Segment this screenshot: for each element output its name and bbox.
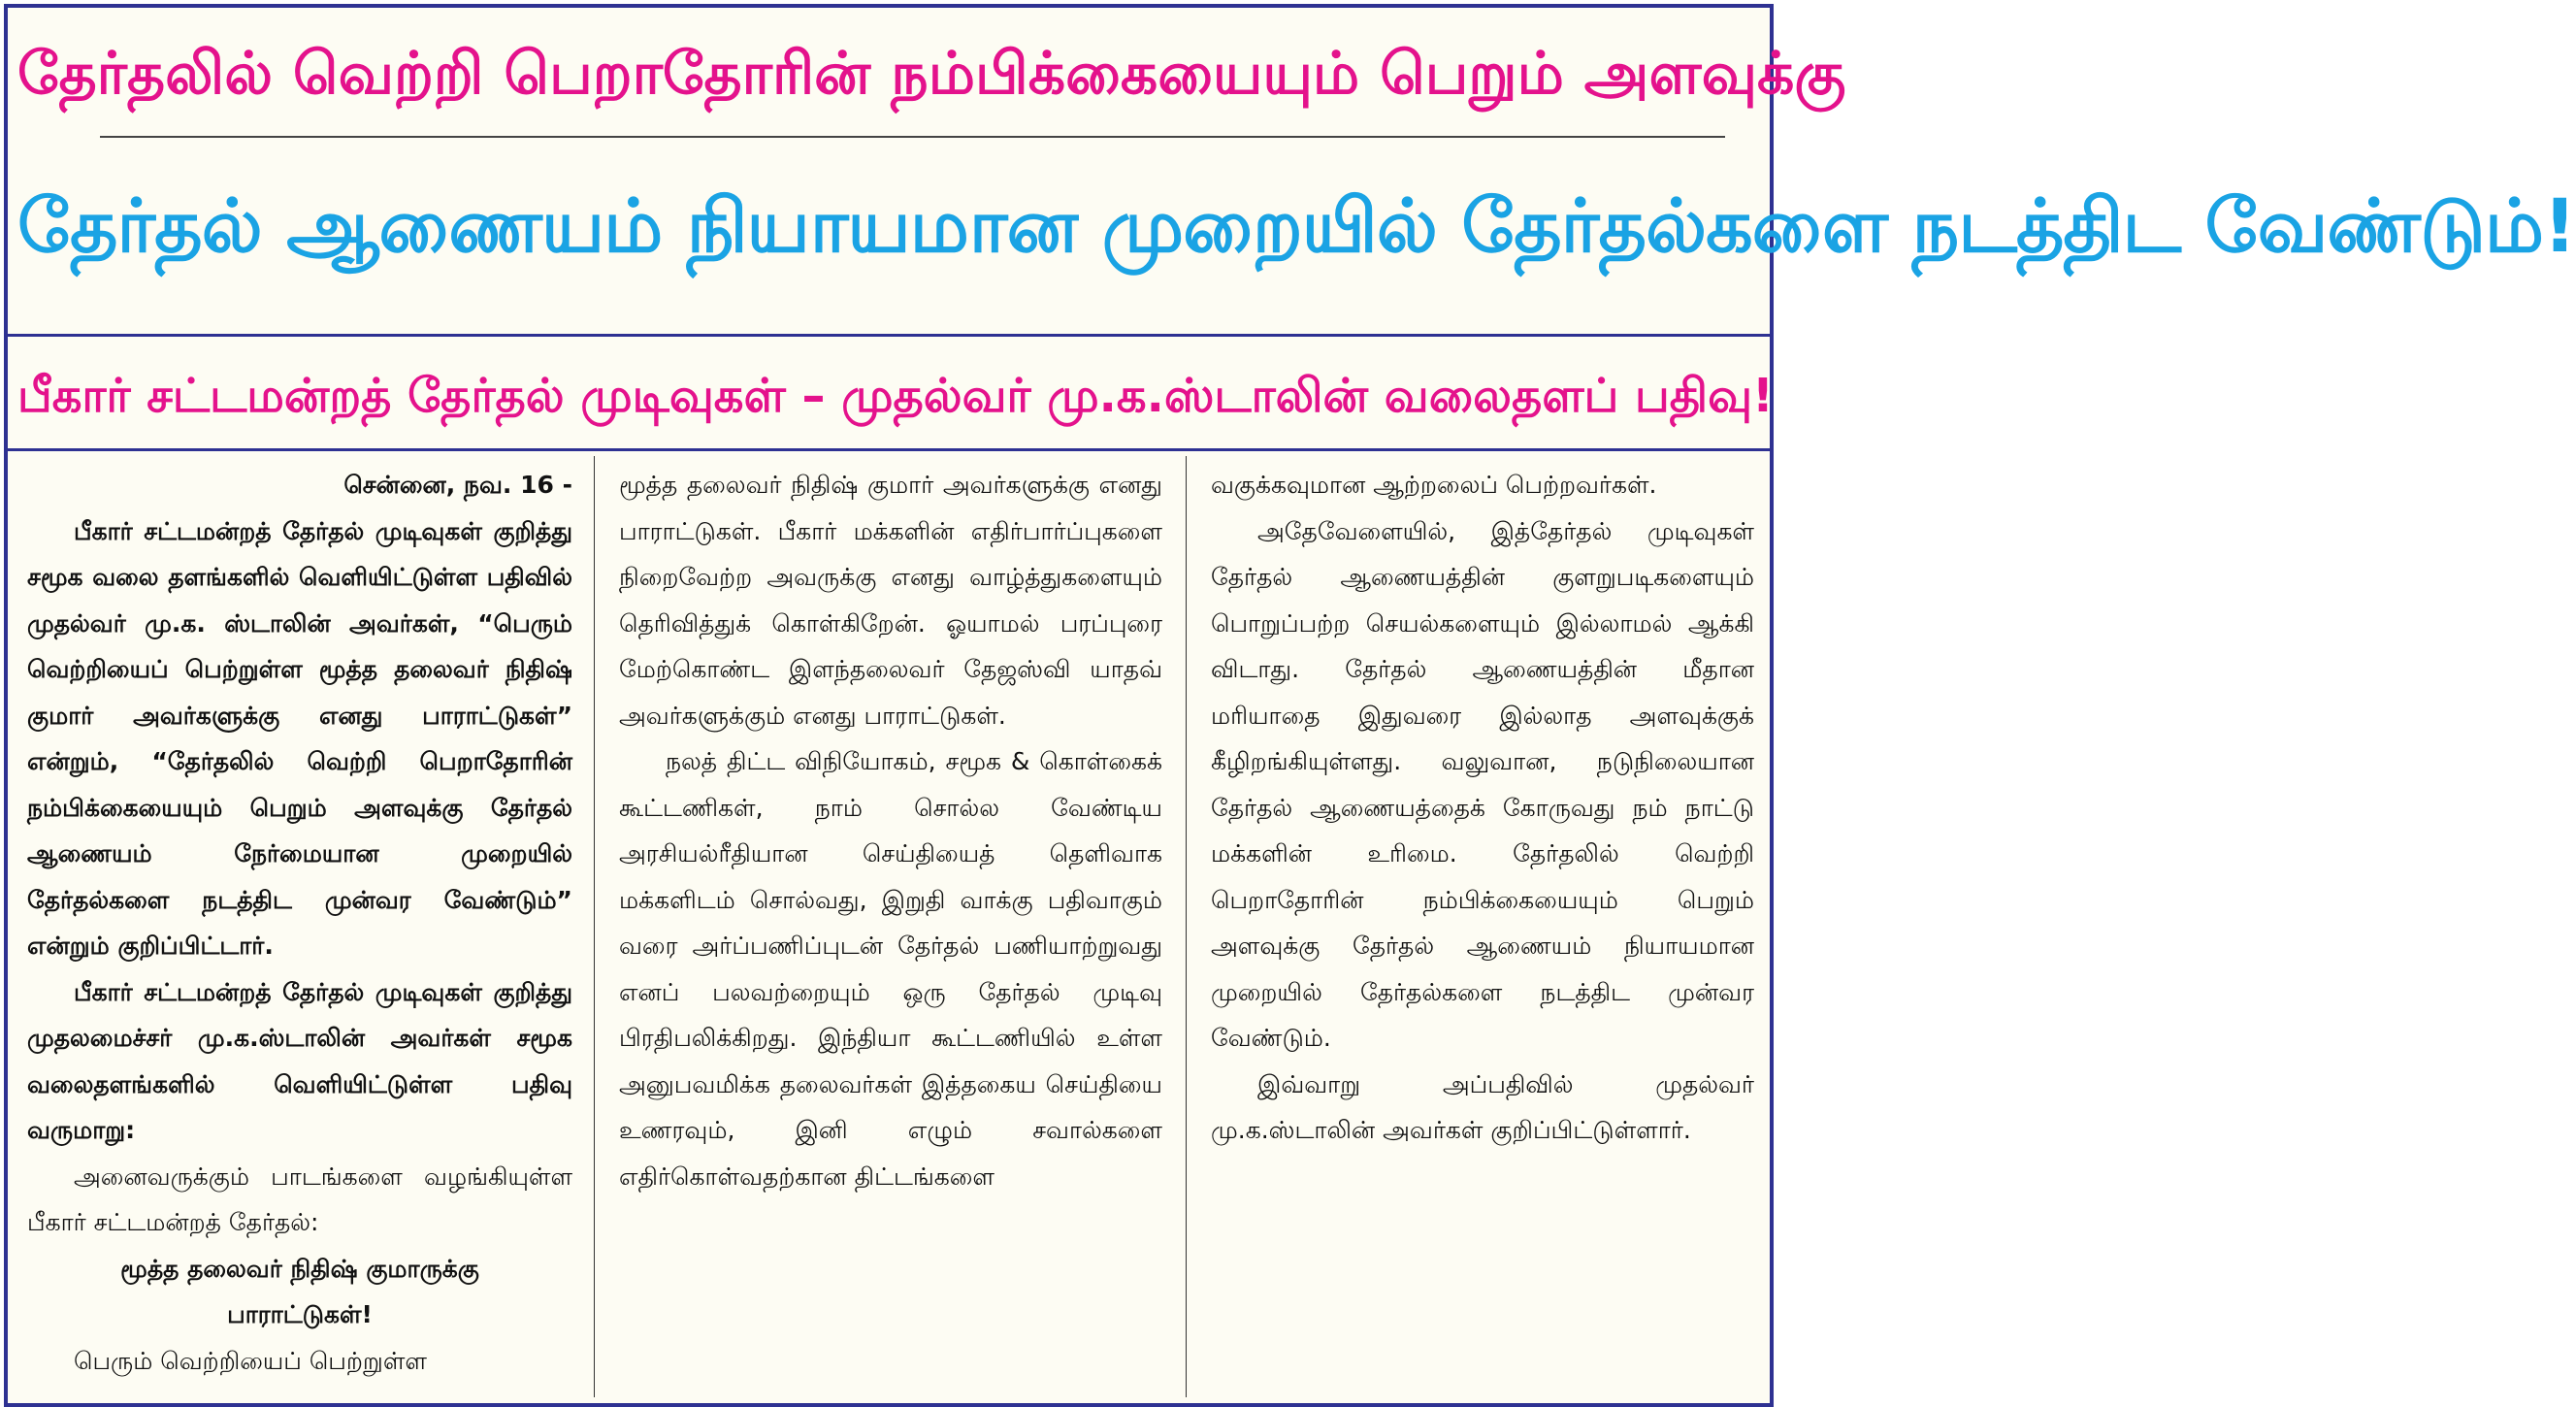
column3-paragraph-2: அதேவேளையில், இத்தேர்தல் முடிவுகள் தேர்தல் ஆணையத்தின் குளறுபடிகளையும் பொறுப்பற்ற செயல்களையும் இல்லாமல் ஆக்கி விடாது. தேர்தல் ஆணையத்தின் மீதான மரியாதை இதுவரை இல்லாத அளவுக்குக் கீழிறங்கியுள்ளது. வலுவான, நடுநிலையான தேர்தல் ஆணையத்தைக் கோருவது நம் நாட்டு மக்களின் உரிமை. தேர்தலில் வெற்றி பெறாதோரின் நம்பிக்கையையும் பெறும் அளவுக்கு தேர்தல் ஆணையம் நியாயமான முறையில் தேர்தல்களை நடத்திட முன்வர வேண்டும். [1211, 516, 1754, 1052]
article-column-1 [27, 462, 572, 1389]
article-frame [4, 4, 2576, 1407]
column1-subheading-line-2: பாராட்டுகள்! [227, 1300, 373, 1328]
subheadline-top-rule [8, 334, 1770, 337]
article-column-2 [619, 462, 1162, 1389]
headline-divider [100, 136, 1725, 138]
headline-main: தேர்தல் ஆணையம் நியாயமான முறையில் தேர்தல்களை நடத்திட வேண்டும்! [17, 182, 2576, 269]
column1-subheading-line-1: மூத்த தலைவர் நிதிஷ் குமாருக்கு [120, 1254, 479, 1283]
subheadline: பீகார் சட்டமன்றத் தேர்தல் முடிவுகள் – முதல்வர் மு.க.ஸ்டாலின் வலைதளப் பதிவு! [17, 369, 1774, 423]
column-divider-1 [594, 456, 595, 1397]
headline-top: தேர்தலில் வெற்றி பெறாதோரின் நம்பிக்கையையும் பெறும் அளவுக்கு [17, 40, 1846, 108]
subheadline-bottom-rule [8, 448, 1770, 451]
column-divider-2 [1186, 456, 1187, 1397]
dateline: சென்னை, நவ. 16 - [343, 471, 572, 499]
article-column-3 [1211, 462, 1754, 1389]
column1-paragraph-4: பெரும் வெற்றியைப் பெற்றுள்ள [74, 1346, 427, 1375]
column1-paragraph-1: பீகார் சட்டமன்றத் தேர்தல் முடிவுகள் குறித்து சமூக வலை தளங்களில் வெளியிட்டுள்ள பதிவில் முதல்வர் மு.க. ஸ்டாலின் அவர்கள், “பெரும் வெற்றியைப் பெற்றுள்ள மூத்த தலைவர் நிதிஷ் குமார் அவர்களுக்கு எனது பாராட்டுகள்” என்றும், “தேர்தலில் வெற்றி பெறாதோரின் நம்பிக்கையையும் பெறும் அளவுக்கு தேர்தல் ஆணையம் நேர்மையான முறையில் தேர்தல்களை நடத்திட முன்வர வேண்டும்” என்றும் குறிப்பிட்டார். [27, 516, 572, 960]
column2-paragraph-2: நலத் திட்ட விநியோகம், சமூக & கொள்கைக் கூட்டணிகள், நாம் சொல்ல வேண்டிய அரசியல்ரீதியான செய்தியைத் தெளிவாக மக்களிடம் சொல்வது, இறுதி வாக்கு பதிவாகும் வரை அர்ப்பணிப்புடன் தேர்தல் பணியாற்றுவது எனப் பலவற்றையும் ஒரு தேர்தல் முடிவு பிரதிபலிக்கிறது. இந்தியா கூட்டணியில் உள்ள அனுபவமிக்க தலைவர்கள் இத்தகைய செய்தியை உணரவும், இனி எழும் சவால்களை எதிர்கொள்வதற்கான திட்டங்களை [619, 747, 1162, 1191]
column3-paragraph-1: வகுக்கவுமான ஆற்றலைப் பெற்றவர்கள். [1211, 471, 1657, 499]
column3-paragraph-3: இவ்வாறு அப்பதிவில் முதல்வர் மு.க.ஸ்டாலின் அவர்கள் குறிப்பிட்டுள்ளார். [1211, 1069, 1754, 1144]
column1-paragraph-3: அனைவருக்கும் பாடங்களை வழங்கியுள்ள பீகார் சட்டமன்றத் தேர்தல்: [27, 1162, 572, 1236]
column2-paragraph-1: மூத்த தலைவர் நிதிஷ் குமார் அவர்களுக்கு எனது பாராட்டுகள். பீகார் மக்களின் எதிர்பார்ப்புகளை நிறைவேற்ற அவருக்கு எனது வாழ்த்துகளையும் தெரிவித்துக் கொள்கிறேன். ஓயாமல் பரப்புரை மேற்கொண்ட இளந்தலைவர் தேஜஸ்வி யாதவ் அவர்களுக்கும் எனது பாராட்டுகள். [619, 471, 1162, 730]
column1-paragraph-2: பீகார் சட்டமன்றத் தேர்தல் முடிவுகள் குறித்து முதலமைச்சர் மு.க.ஸ்டாலின் அவர்கள் சமூக வலைதளங்களில் வெளியிட்டுள்ள பதிவு வருமாறு: [27, 977, 572, 1144]
